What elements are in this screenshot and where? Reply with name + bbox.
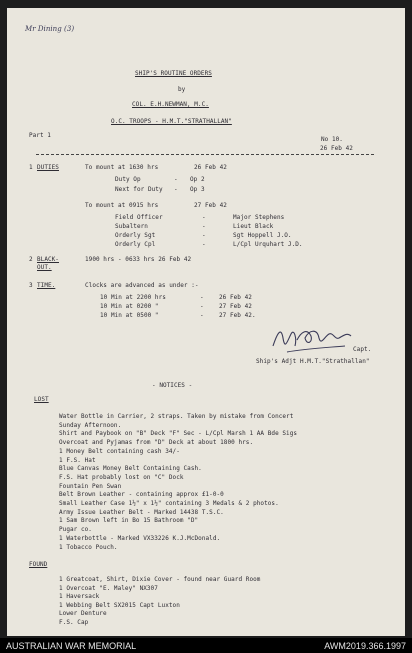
mount-date-1: 26 Feb 42 xyxy=(194,164,227,171)
found-item: 1 Webbing Belt SX2015 Capt Luxton xyxy=(59,601,180,609)
mount-time-2: To mount at 0915 hrs xyxy=(85,202,159,209)
clock-sep: - xyxy=(200,312,204,319)
officer-sep: - xyxy=(202,232,206,239)
clock-sep: - xyxy=(200,294,204,301)
section-number: 1 xyxy=(29,164,33,171)
duty-value: Op 2 xyxy=(190,176,205,183)
found-item: F.S. Cap xyxy=(59,619,89,626)
lost-heading: LOST xyxy=(34,396,49,403)
found-item: 1 Overcoat "E. Maley" NX307 xyxy=(59,584,158,592)
footer-institution: AUSTRALIAN WAR MEMORIAL xyxy=(6,641,137,651)
duty-sep: - xyxy=(174,186,178,193)
header-divider xyxy=(36,154,374,155)
section-heading-blackout-2: OUT. xyxy=(37,264,52,271)
section-heading-duties: DUTIES xyxy=(37,164,59,171)
section-heading-blackout: BLACK- xyxy=(37,256,59,263)
officer-role: Field Officer xyxy=(115,214,163,221)
officer-role: Subaltern xyxy=(115,223,148,230)
time-intro: Clocks are advanced as under :- xyxy=(85,282,199,289)
clock-date: 27 Feb 42 xyxy=(219,303,252,310)
clock-date: 27 Feb 42. xyxy=(219,312,256,319)
lost-item: F.S. Hat probably lost on "C" Dock xyxy=(59,473,184,481)
clock-change: 10 Min at 0200 " xyxy=(100,303,159,310)
lost-item: Pugar co. xyxy=(59,526,92,534)
section-number: 3 xyxy=(29,282,33,289)
lost-item: 1 F.S. Hat xyxy=(59,456,96,464)
notices-heading: - NOTICES - xyxy=(152,382,193,389)
found-heading: FOUND xyxy=(29,561,48,568)
mount-time-1: To mount at 1630 hrs xyxy=(85,164,159,171)
lost-item: 1 Sam Brown left in Bo 15 Bathroom "D" xyxy=(59,517,199,525)
officer-name: L/Cpl Urquhart J.D. xyxy=(233,241,303,248)
officer-sep: - xyxy=(202,214,206,221)
unit-name: O.C. TROOPS - H.M.T."STRATHALLAN" xyxy=(111,118,232,125)
blackout-times: 1900 hrs - 0633 hrs 26 Feb 42 xyxy=(85,256,192,263)
found-item: 1 Greatcoat, Shirt, Dixie Cover - found near Guard Room xyxy=(59,576,261,583)
lost-item: 1 Tobacco Pouch. xyxy=(59,543,118,551)
duty-sep: - xyxy=(174,176,178,183)
signature-role: Ship's Adjt H.M.T."Strathallan" xyxy=(256,358,370,365)
officer-role: Orderly Cpl xyxy=(115,241,156,248)
officer-role: Orderly Sgt xyxy=(115,232,156,239)
author-name: COL. E.H.NEWMAN, M.C. xyxy=(132,101,209,108)
order-number: No 10. xyxy=(321,136,343,143)
handwritten-signature xyxy=(267,316,362,362)
clock-change: 10 Min at 2200 hrs xyxy=(100,294,166,301)
duty-label: Next for Duty xyxy=(115,186,163,193)
officer-name: Sgt Hoppell J.O. xyxy=(233,232,292,239)
clock-change: 10 Min at 0500 " xyxy=(100,312,159,319)
document-page xyxy=(7,8,405,636)
document-title: SHIP'S ROUTINE ORDERS xyxy=(135,70,212,77)
found-item: 1 Haversack xyxy=(59,593,100,601)
duty-label: Duty Op xyxy=(115,176,141,183)
duty-value: Op 3 xyxy=(190,186,205,193)
officer-sep: - xyxy=(202,241,206,248)
lost-item: Water Bottle in Carrier, 2 straps. Taken by mistake from Concert xyxy=(59,413,294,420)
clock-date: 26 Feb 42 xyxy=(219,294,252,301)
part-label: Part 1 xyxy=(29,132,51,139)
lost-item: Fountain Pen Swan xyxy=(59,482,122,490)
lost-item: Overcoat and Pyjamas from "D" Deck at about 1800 hrs. xyxy=(59,439,254,447)
lost-item: 1 Money Belt containing cash 34/- xyxy=(59,447,180,455)
by-line: by xyxy=(178,86,186,93)
officer-name: Major Stephens xyxy=(233,214,285,221)
lost-item: Sunday Afternoon. xyxy=(59,421,122,429)
order-date: 26 Feb 42 xyxy=(320,145,353,152)
lost-item: Belt Brown Leather - containing approx £1-0-0 xyxy=(59,491,224,499)
clock-sep: - xyxy=(200,303,204,310)
section-number: 2 xyxy=(29,256,33,263)
archive-note: Mr Dining (3) xyxy=(25,25,75,33)
lost-item: Small Leather Case 1½" x 1½" containing 3 Medals & 2 photos. xyxy=(59,500,279,507)
officer-name: Lieut Black xyxy=(233,223,274,230)
lost-item: Army Issue Leather Belt - Marked 14438 T.S.C. xyxy=(59,508,224,516)
section-heading-time: TIME. xyxy=(37,282,56,289)
mount-date-2: 27 Feb 42 xyxy=(194,202,227,209)
lost-item: 1 Waterbottle - Marked VX33226 K.J.McDonald. xyxy=(59,534,221,542)
lost-item: Blue Canvas Money Belt Containing Cash. xyxy=(59,465,202,473)
lost-item: Shirt and Paybook on "B" Deck "F" Sec - L/Cpl Marsh 1 AA Bde Sigs xyxy=(59,430,298,438)
archive-footer xyxy=(0,638,412,653)
footer-reference: AWM2019.366.1997 xyxy=(324,641,406,651)
signature-rank: Capt. xyxy=(353,346,372,353)
found-item: Lower Denture xyxy=(59,610,107,618)
officer-sep: - xyxy=(202,223,206,230)
